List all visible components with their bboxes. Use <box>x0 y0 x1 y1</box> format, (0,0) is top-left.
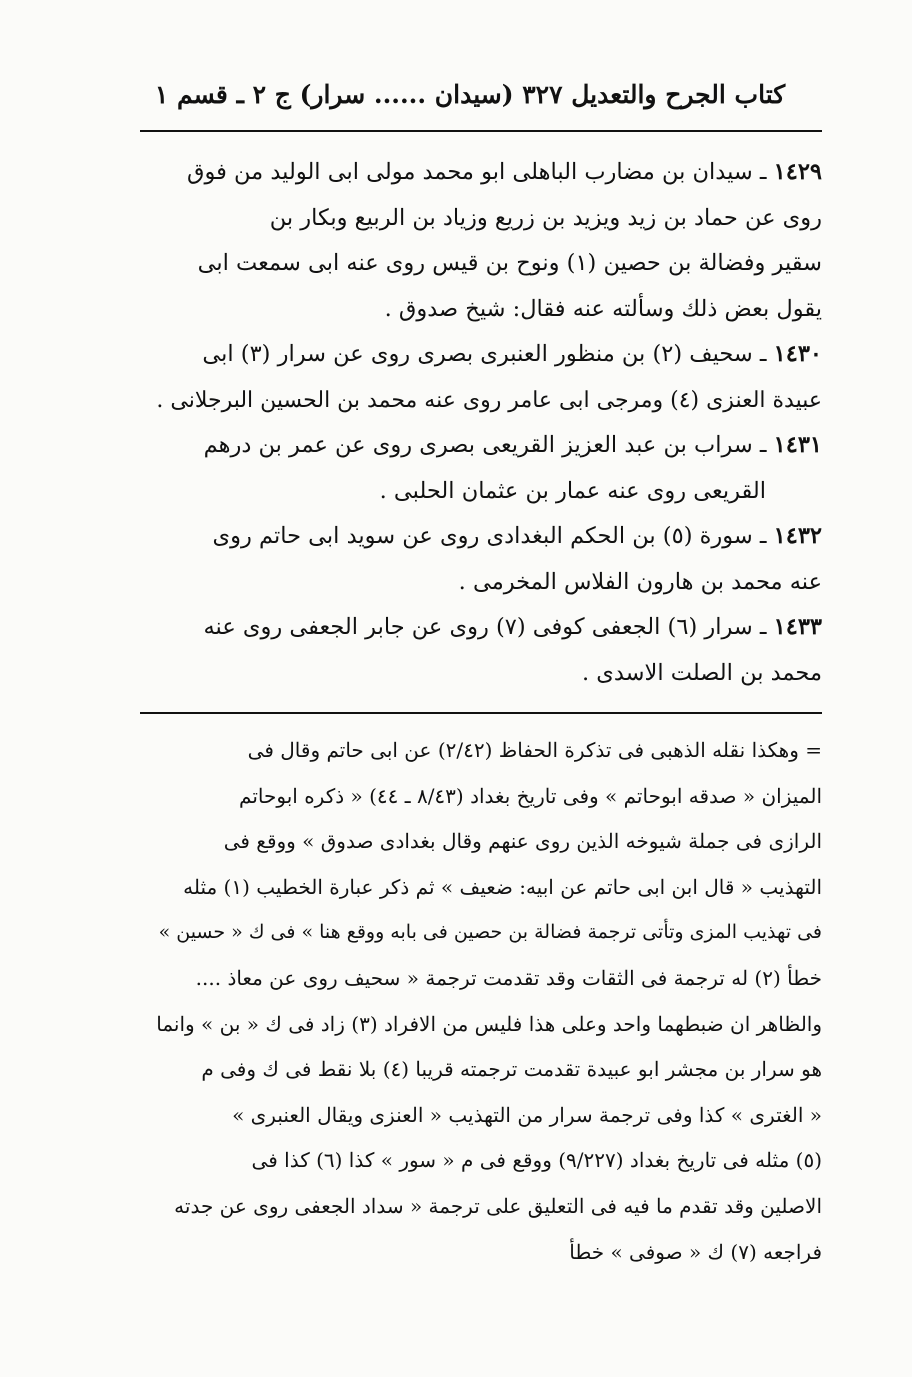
entry-line <box>150 514 822 560</box>
entry-number: ١٤٣٠ <box>773 341 822 367</box>
entry-line: يقول بعض ذلك وسألته عنه فقال: شيخ صدوق . <box>384 295 822 322</box>
entry-line: محمد بن الصلت الاسدى . <box>581 659 822 686</box>
footnote-line: التهذيب « قال ابن ابى حاتم عن ابيه: ضعيف » ثم ذكر عبارة الخطيب (١) مثله <box>183 874 822 899</box>
footnotes <box>150 728 822 1275</box>
entry-text: ـ سرار (٦) الجعفى كوفى (٧) روى عن جابر الجعفى روى عنه <box>203 614 767 640</box>
entry-number: ١٤٣٢ <box>773 523 822 549</box>
entry-line: عنه محمد بن هارون الفلاس المخرمى . <box>458 568 822 595</box>
footnote-line: (٥) مثله فى تاريخ بغداد (٩/٢٢٧) ووقع فى م « سور » كذا (٦) كذا فى <box>251 1148 822 1173</box>
footnote-line: « الغترى » كذا وفى ترجمة سرار من التهذيب « العنزى ويقال العنبرى » <box>232 1102 822 1127</box>
entry-line: عبيدة العنزى (٤) ومرجى ابى عامر روى عنه محمد بن الحسين البرجلانى . <box>156 387 822 413</box>
footnote-line: والظاهر ان ضبطهما واحد وعلى هذا فليس من الافراد (٣) زاد فى ك « بن » وانما <box>156 1011 822 1036</box>
running-header: كتاب الجرح والتعديل ٣٢٧ (سيدان ...... سرار) ج ٢ ـ قسم ١ <box>154 80 786 109</box>
entry-number: ١٤٣١ <box>773 432 822 458</box>
entry-text: ـ سحيف (٢) بن منظور العنبرى بصرى روى عن سرار (٣) ابى <box>202 341 767 367</box>
footnote-line: خطأ (٢) له ترجمة فى الثقات وقد تقدمت ترجمة « سحيف روى عن معاذ .... <box>195 965 822 990</box>
entry-line <box>150 332 822 378</box>
entry-line: القريعى روى عنه عمار بن عثمان الحلبى . <box>379 477 766 504</box>
footnote-rule <box>140 712 822 714</box>
entry-text: ـ سيدان بن مضارب الباهلى ابو محمد مولى ابى الوليد من فوق <box>187 159 767 185</box>
footnote-line: الميزان « صدقه ابوحاتم » وفى تاريخ بغداد (٨/٤٣ ـ ٤٤) « ذكره ابوحاتم <box>239 783 822 808</box>
entry-number: ١٤٢٩ <box>773 159 822 185</box>
entry-text: ـ سراب بن عبد العزيز القريعى بصرى روى عن عمر بن درهم <box>203 432 767 458</box>
entry-number: ١٤٣٣ <box>773 614 822 640</box>
footnote-line: فى تهذيب المزى وتأتى ترجمة فضالة بن حصين فى بابه ووقع هنا » فى ك « حسين » <box>158 921 822 944</box>
main-text <box>150 150 822 696</box>
footnote-line: الرازى فى جملة شيوخه الذين روى عنهم وقال بغدادى صدوق » ووقع فى <box>223 829 822 854</box>
footnote-line: فراجعه (٧) ك « صوفى » خطأ <box>569 1239 822 1264</box>
entry-line <box>150 150 822 196</box>
footnote-line: هو سرار بن مجشر ابو عبيدة تقدمت ترجمته قريبا (٤) بلا نقط فى ك وفى م <box>201 1057 822 1082</box>
entry-text: ـ سورة (٥) بن الحكم البغدادى روى عن سويد ابى حاتم روى <box>212 523 767 549</box>
entry-line: سقير وفضالة بن حصين (١) ونوح بن قيس روى عنه ابى سمعت ابى <box>197 250 822 276</box>
footnote-line: الاصلين وقد تقدم ما فيه فى التعليق على ترجمة « سداد الجعفى روى عن جدته <box>174 1193 822 1218</box>
entry-line <box>150 605 822 651</box>
header-rule <box>140 130 822 132</box>
entry-line: روى عن حماد بن زيد ويزيد بن زريع وزياد بن الربيع وبكار بن <box>269 204 822 231</box>
footnote-line: = وهكذا نقله الذهبى فى تذكرة الحفاظ (٢/٤٢) عن ابى حاتم وقال فى <box>247 738 822 762</box>
entry-line <box>150 423 822 469</box>
